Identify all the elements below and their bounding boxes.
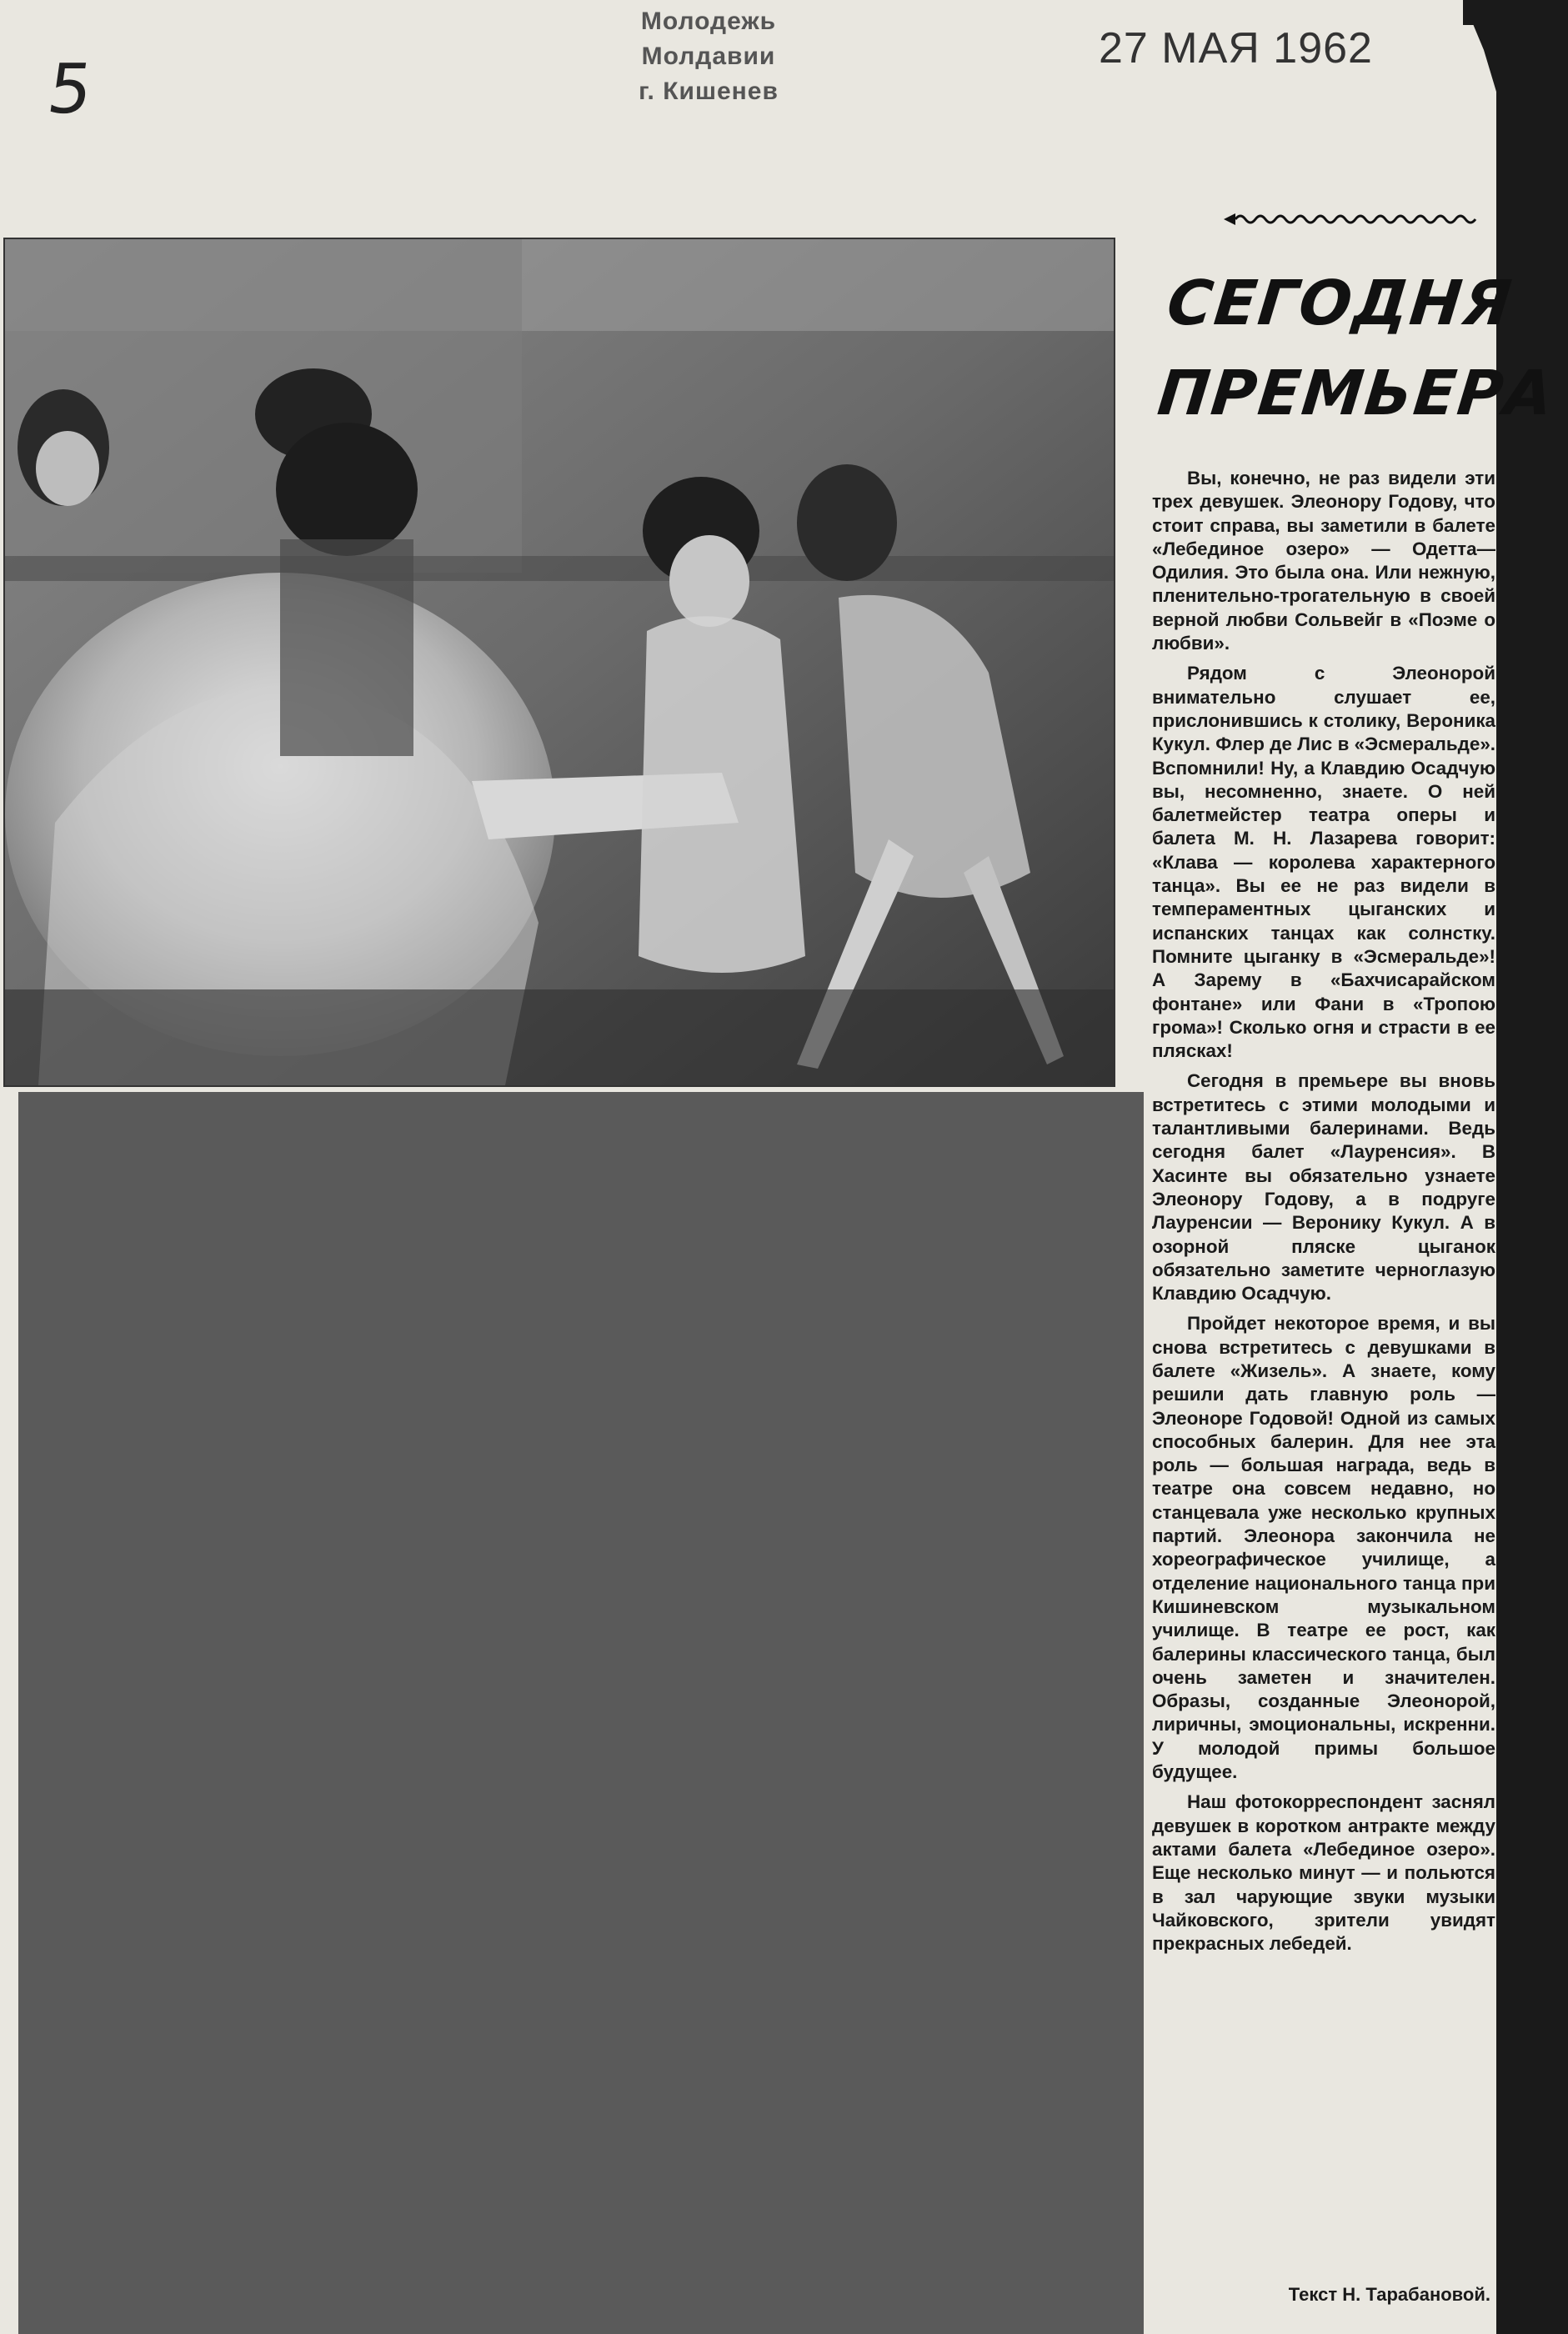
article-byline: Текст Н. Тарабановой.: [1288, 2284, 1490, 2305]
handwritten-number: 5: [43, 50, 98, 129]
title-line-2: ПРЕМЬЕРА: [1154, 358, 1558, 429]
article-paragraph: Вы, конечно, не раз видели эти трех девушек. Элеонору Годову, что стоит справа, вы заметили в балете «Лебединое озеро» — Одетта—Одилия. Это была она. Или нежную, пленительно-трогательную в своей верной любви Сольвейг в «Поэме о любви».: [1152, 468, 1495, 654]
source-name: Молодежь Молдавии: [640, 8, 777, 70]
background-corner: [1463, 0, 1511, 25]
article-paragraph: Пройдет некоторое время, и вы снова встретитесь с девушками в балете «Жизель». А знаете, кому решили дать главную роль — Элеоноре Годовой! Одной из самых способных балерин. Для нее эта роль — большая награда, ведь в театре она совсем недавно, но станцевала уже несколько крупных партий. Элеонора закончила не хореографическое училище, а отделение национального танца при Кишиневском музыкальном училище. В театре ее рост, как балерины классического танца, был очень заметен и значителен. Образы, созданные Элеонорой, лиричны, эмоциональны, искренни. У молодой примы большое будущее.: [1152, 1313, 1495, 1783]
source-city: г. Кишенев: [639, 78, 779, 105]
article-paragraph: Рядом с Элеонорой внимательно слушает ее, прислонившись к столику, Вероника Кукул. Флер де Лис в «Эсмеральде». Вспомнили! Ну, а Клавдию Осадчую вы, несомненно, знаете. О ней балетмейстер театра оперы и балета М. Н. Лазарева говорит: «Клава — королева характерного танца». Вы ее не раз видели в темпераментных цыганских и испанских танцах как солнстку. Помните цыганку в «Эсмеральде»! А Зарему в «Бахчисарайском фонтане» или Фани в «Тропою грома»! Сколько огня и страсти в ее плясках!: [1152, 663, 1495, 1062]
newspaper-source-stamp: [584, 4, 834, 109]
article-body: [1152, 467, 1495, 1962]
decorative-arrow-icon: [1224, 210, 1482, 228]
article-paragraph: Наш фотокорреспондент заснял девушек в коротком антракте между актами балета «Лебединое озеро». Еще несколько минут — и польются в зал чарующие звуки музыки Чайковского, зрители увидят прекрасных лебедей.: [1152, 1791, 1495, 1955]
title-line-1: СЕГОДНЯ: [1164, 268, 1516, 339]
ballerinas-photo: [3, 238, 1115, 1087]
date-stamp: 27 МАЯ 1962: [1099, 24, 1373, 73]
article-title: [1154, 258, 1558, 438]
backing-paper: [18, 1092, 1144, 2334]
article-paragraph: Сегодня в премьере вы вновь встретитесь с этими молодыми и талантливыми балеринами. Ведь сегодня балет «Лауренсия». В Хасинте вы обязательно узнаете Элеонору Годову, а в подруге Лауренсии — Веронику Кукул. А в озорной пляске цыганок обязательно заметите черноглазую Клавдию Осадчую.: [1152, 1070, 1495, 1305]
